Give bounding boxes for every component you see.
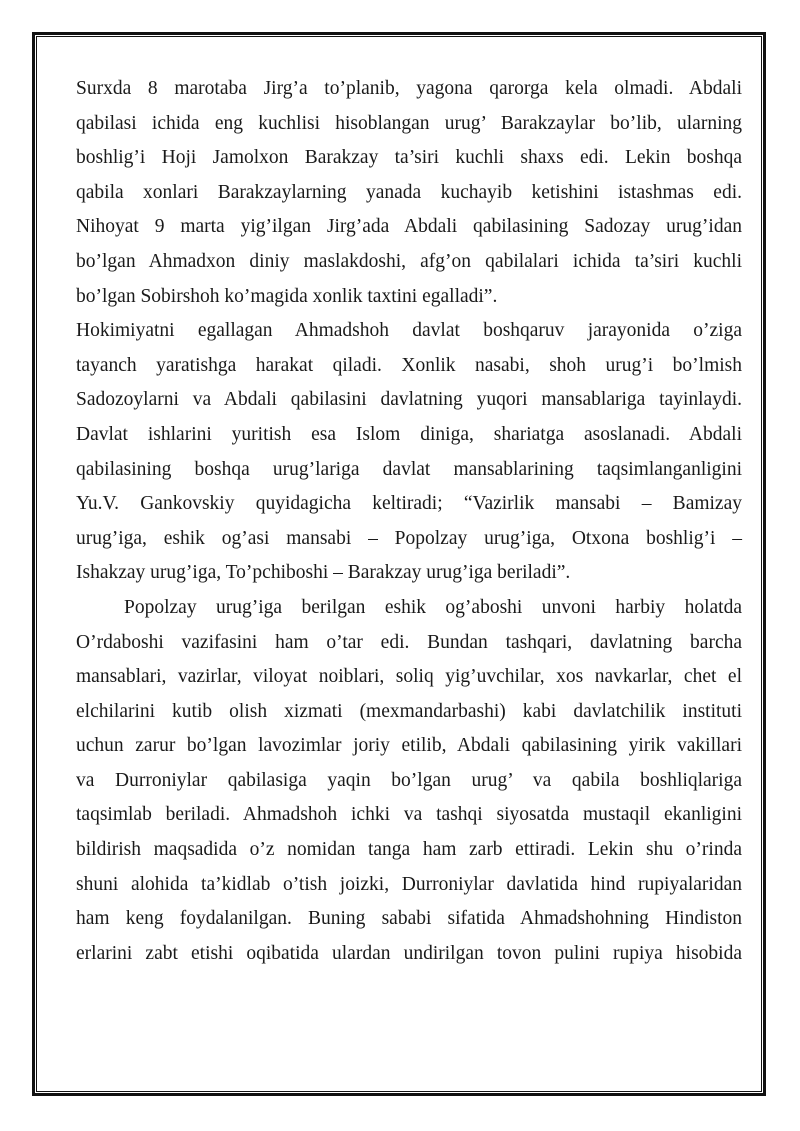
text-line: Ishakzay urug’iga, To’pchiboshi – Barakzay urug’iga beriladi”. xyxy=(76,562,571,584)
text-line: qabila xonlari Barakzaylarning yanada kuchayib ketishini istashmas edi. xyxy=(76,181,742,203)
text-line: Yu.V. Gankovskiy quyidagicha keltiradi; “Vazirlik mansabi – Bamizay xyxy=(76,493,742,515)
paragraph-2 xyxy=(76,314,742,591)
text-line: Hokimiyatni egallagan Ahmadshoh davlat boshqaruv jarayonida o’ziga xyxy=(76,320,742,342)
text-line: va Durroniylar qabilasiga yaqin bo’lgan urug’ va qabila boshliqlariga xyxy=(76,769,742,791)
text-line: qabilasining boshqa urug’lariga davlat mansablarining taqsimlanganligini xyxy=(76,458,742,480)
text-line: qabilasi ichida eng kuchlisi hisoblangan urug’ Barakzaylar bo’lib, ularning xyxy=(76,112,742,134)
text-line: taqsimlab beriladi. Ahmadshoh ichki va tashqi siyosatda mustaqil ekanligini xyxy=(76,804,742,826)
text-line: ham keng foydalanilgan. Buning sababi sifatida Ahmadshohning Hindiston xyxy=(76,908,742,930)
paragraph-1 xyxy=(76,72,742,314)
text-line: erlarini zabt etishi oqibatida ulardan undirilgan tovon pulini rupiya hisobida xyxy=(76,942,742,964)
text-line: Popolzay urug’iga berilgan eshik og’aboshi unvoni harbiy holatda xyxy=(124,596,742,618)
text-line: bildirish maqsadida o’z nomidan tanga ham zarb ettiradi. Lekin shu o’rinda xyxy=(76,839,742,861)
text-line: elchilarini kutib olish xizmati (mexmandarbashi) kabi davlatchilik instituti xyxy=(76,700,742,722)
text-line: boshlig’i Hoji Jamolxon Barakzay ta’siri kuchli shaxs edi. Lekin boshqa xyxy=(76,147,742,169)
paragraph-3 xyxy=(76,591,742,972)
text-line: Nihoyat 9 marta yig’ilgan Jirg’ada Abdali qabilasining Sadozay urug’idan xyxy=(76,216,742,238)
text-line: tayanch yaratishga harakat qiladi. Xonlik nasabi, shoh urug’i bo’lmish xyxy=(76,354,742,376)
text-line: Davlat ishlarini yuritish esa Islom diniga, shariatga asoslanadi. Abdali xyxy=(76,423,742,445)
text-line: O’rdaboshi vazifasini ham o’tar edi. Bundan tashqari, davlatning barcha xyxy=(76,631,742,653)
text-line: bo’lgan Sobirshoh ko’magida xonlik taxtini egalladi”. xyxy=(76,285,498,307)
text-line: Surxda 8 marotaba Jirg’a to’planib, yagona qarorga kela olmadi. Abdali xyxy=(76,78,742,99)
text-line: urug’iga, eshik og’asi mansabi – Popolzay urug’iga, Otxona boshlig’i – xyxy=(76,527,742,549)
text-line: uchun zarur bo’lgan lavozimlar joriy etilib, Abdali qabilasining yirik vakillari xyxy=(76,735,742,757)
text-line: bo’lgan Ahmadxon diniy maslakdoshi, afg’on qabilalari ichida ta’siri kuchli xyxy=(76,250,742,272)
text-line: mansablari, vazirlar, viloyat noiblari, soliq yig’uvchilar, xos navkarlar, chet el xyxy=(76,666,742,688)
text-line: Sadozoylarni va Abdali qabilasini davlatning yuqori mansablariga tayinlaydi. xyxy=(76,389,742,411)
document-body xyxy=(76,72,742,971)
text-line: shuni alohida ta’kidlab o’tish joizki, Durroniylar davlatida hind rupiyalaridan xyxy=(76,873,742,895)
